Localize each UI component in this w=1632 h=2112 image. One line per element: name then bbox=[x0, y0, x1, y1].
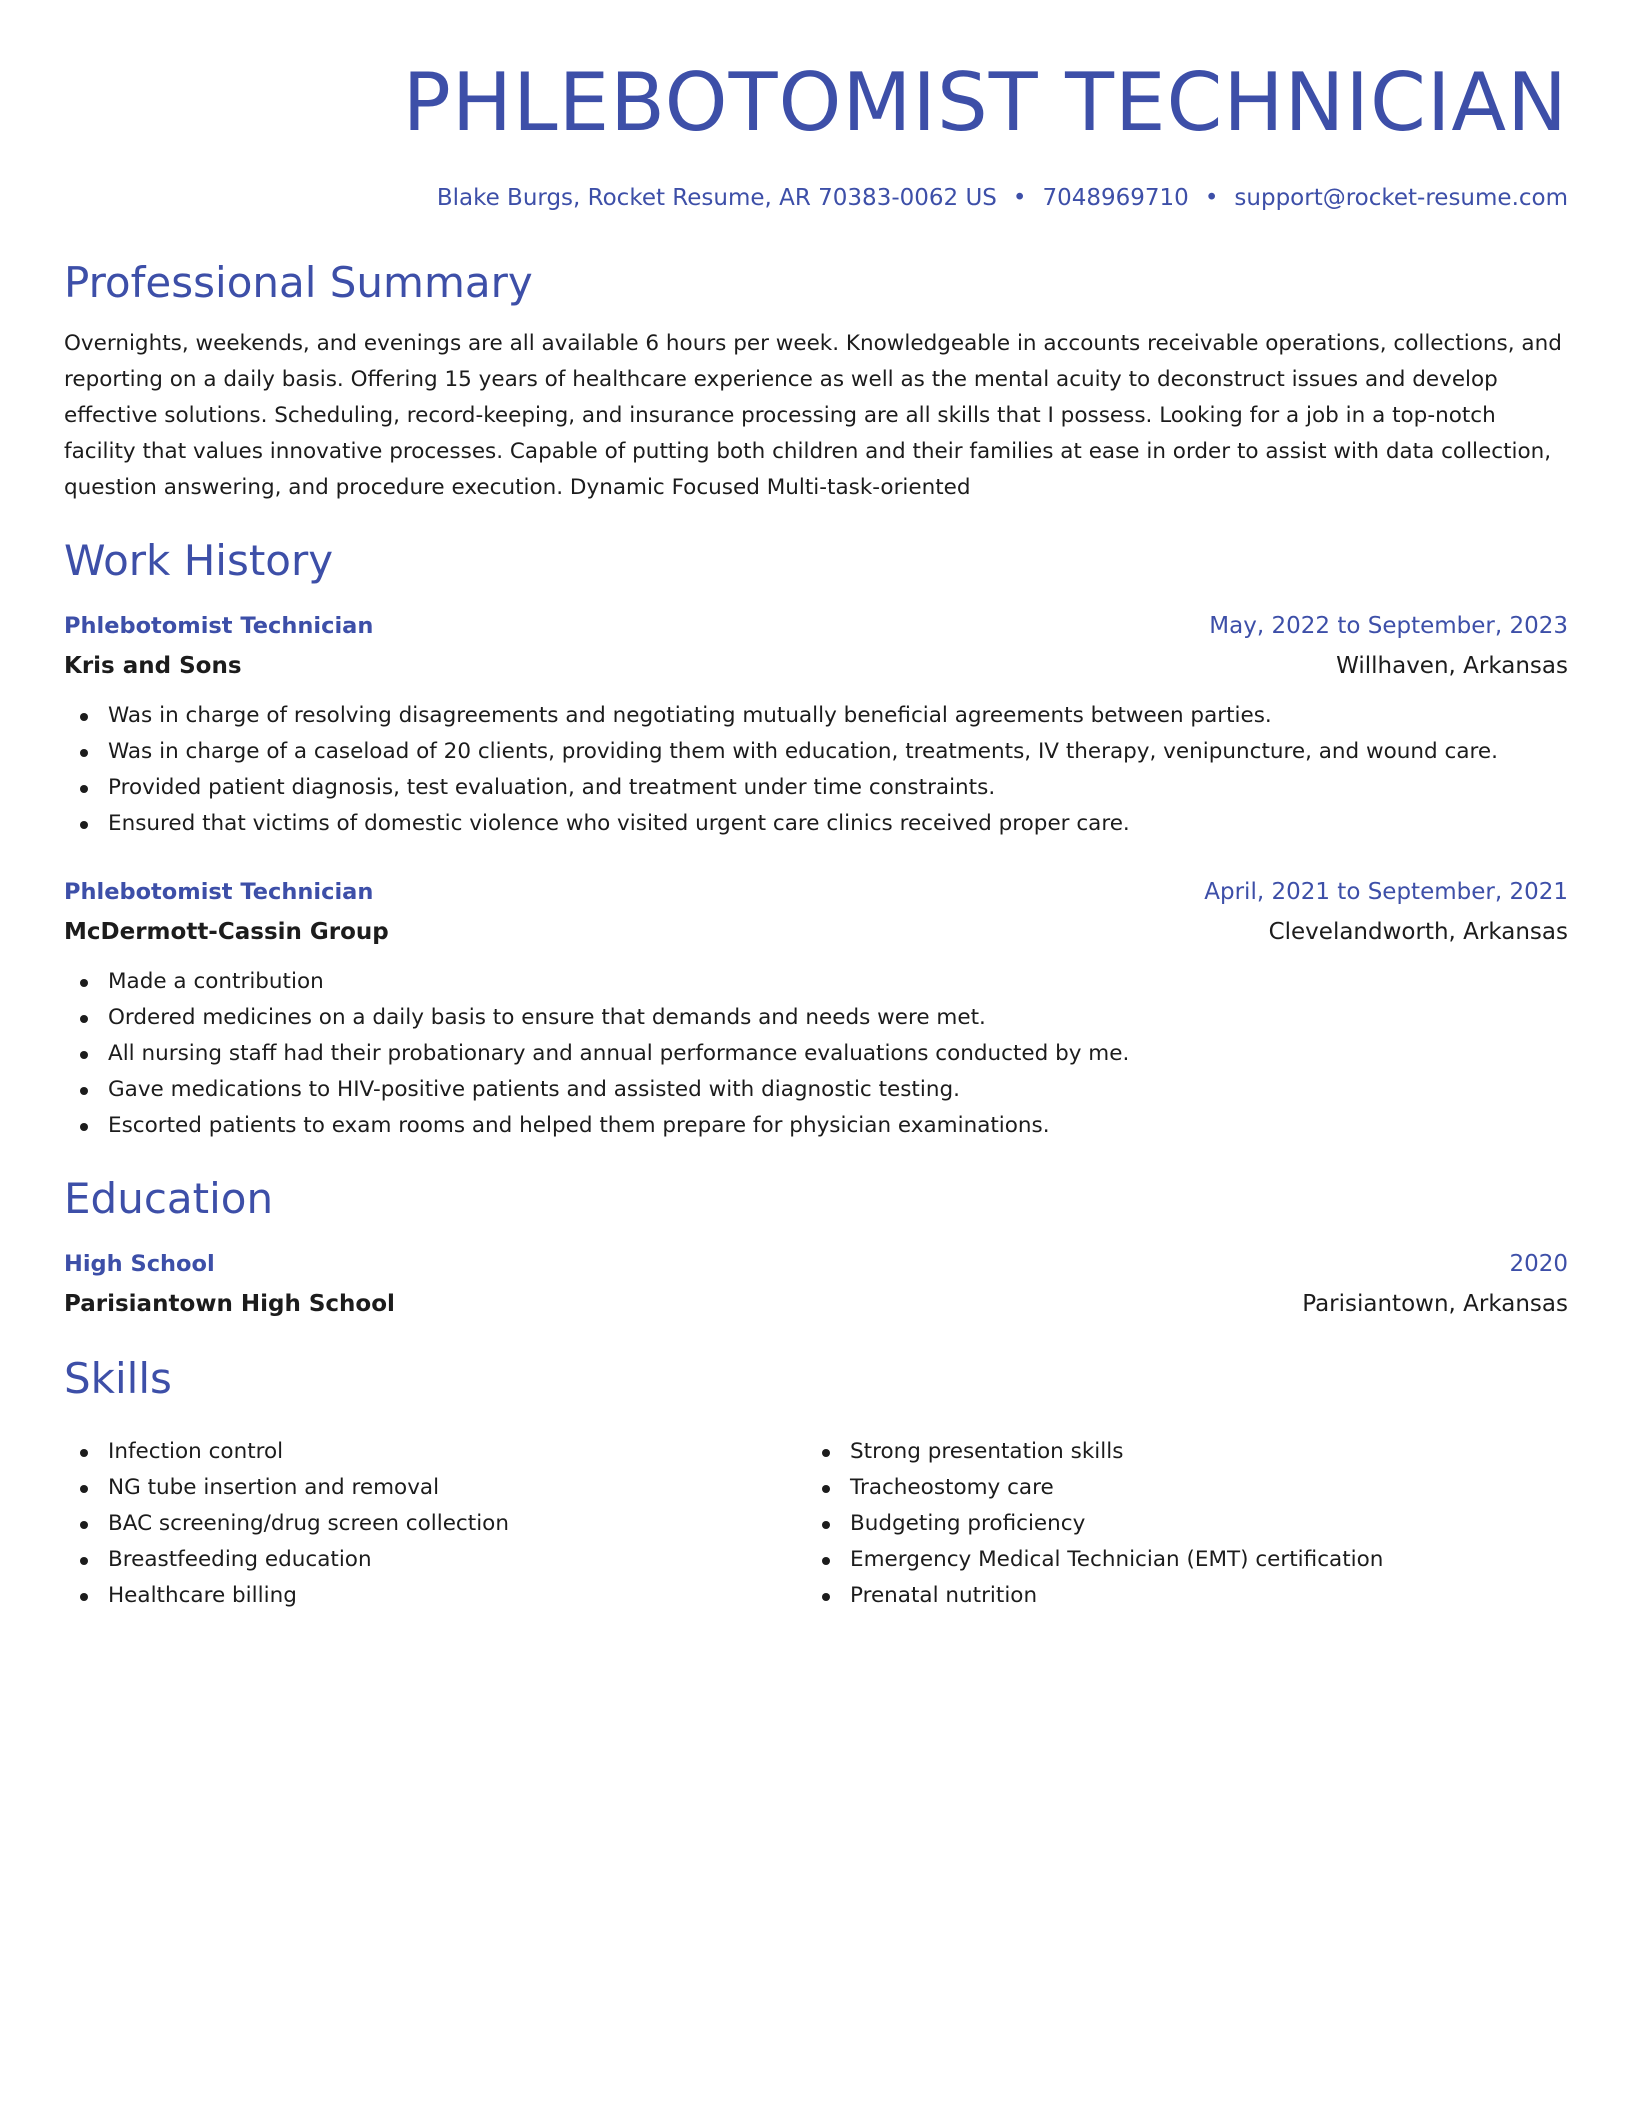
resume-title: PHLEBOTOMIST TECHNICIAN bbox=[402, 56, 1568, 149]
education-school: Parisiantown High School bbox=[64, 1291, 395, 1317]
job-bullet: Escorted patients to exam rooms and helped them prepare for physician examinations. bbox=[64, 1108, 1568, 1144]
job-bullet: Gave medications to HIV-positive patients and assisted with diagnostic testing. bbox=[64, 1072, 1568, 1108]
job-location: Clevelandworth, Arkansas bbox=[1268, 919, 1568, 945]
section-heading-education: Education bbox=[64, 1174, 274, 1223]
education-entry bbox=[64, 1244, 1568, 1324]
job-company: Kris and Sons bbox=[64, 653, 242, 679]
job-bullet: Was in charge of a caseload of 20 clients, providing them with education, treatments, IV therapy, venipuncture, and wound care. bbox=[64, 734, 1568, 770]
summary-text: Overnights, weekends, and evenings are all available 6 hours per week. Knowledgeable in accounts receivable operations, collections, and reporting on a daily basis. Offering 15 years of healthcare experience as well as the mental acuity to deconstruct issues and develop effective solutions. Scheduling, record-keeping, and insurance processing are all skills that I possess. Looking for a job in a top-notch facility that values innovative processes. Capable of putting both children and their families at ease in order to assist with data collection, question answering, and procedure execution. Dynamic Focused Multi-task-oriented bbox=[64, 331, 1562, 500]
job-bullet-list bbox=[64, 964, 1568, 1144]
job-title: Phlebotomist Technician bbox=[64, 613, 374, 639]
job-bullet: Provided patient diagnosis, test evaluation, and treatment under time constraints. bbox=[64, 770, 1568, 806]
section-heading-skills: Skills bbox=[64, 1354, 172, 1403]
education-year: 2020 bbox=[1509, 1251, 1568, 1277]
job-bullet: Was in charge of resolving disagreements and negotiating mutually beneficial agreements between parties. bbox=[64, 698, 1568, 734]
job-entry bbox=[64, 606, 1568, 842]
job-bullet: All nursing staff had their probationary and annual performance evaluations conducted by me. bbox=[64, 1036, 1568, 1072]
job-bullet-list bbox=[64, 698, 1568, 842]
education-location: Parisiantown, Arkansas bbox=[1302, 1291, 1568, 1317]
skill-item: Budgeting proficiency bbox=[806, 1506, 1548, 1542]
skill-item: NG tube insertion and removal bbox=[64, 1470, 806, 1506]
resume-page bbox=[64, 0, 1568, 1614]
skill-item: Healthcare billing bbox=[64, 1578, 806, 1614]
job-dates: May, 2022 to September, 2023 bbox=[1209, 613, 1568, 639]
job-entry bbox=[64, 872, 1568, 1144]
contact-separator: • bbox=[1204, 185, 1219, 211]
section-heading-work-history: Work History bbox=[64, 536, 334, 585]
job-bullet: Ordered medicines on a daily basis to ensure that demands and needs were met. bbox=[64, 1000, 1568, 1036]
contact-address: Blake Burgs, Rocket Resume, AR 70383-0062 US bbox=[436, 185, 997, 211]
skills-column-left bbox=[64, 1434, 806, 1614]
skill-item: Breastfeeding education bbox=[64, 1542, 806, 1578]
section-heading-summary: Professional Summary bbox=[64, 258, 533, 307]
skill-item: BAC screening/drug screen collection bbox=[64, 1506, 806, 1542]
job-company: McDermott-Cassin Group bbox=[64, 919, 389, 945]
job-bullet: Ensured that victims of domestic violence who visited urgent care clinics received proper care. bbox=[64, 806, 1568, 842]
contact-phone: 7048969710 bbox=[1042, 185, 1189, 211]
job-location: Willhaven, Arkansas bbox=[1336, 653, 1568, 679]
skill-item: Strong presentation skills bbox=[806, 1434, 1548, 1470]
contact-email[interactable]: support@rocket-resume.com bbox=[1234, 185, 1568, 211]
skills-grid bbox=[64, 1422, 1568, 1614]
education-degree: High School bbox=[64, 1251, 215, 1277]
skills-column-right bbox=[806, 1434, 1548, 1614]
contact-line bbox=[64, 182, 1568, 214]
contact-separator: • bbox=[1012, 185, 1027, 211]
job-bullet: Made a contribution bbox=[64, 964, 1568, 1000]
job-dates: April, 2021 to September, 2021 bbox=[1204, 879, 1568, 905]
job-title: Phlebotomist Technician bbox=[64, 879, 374, 905]
skill-item: Tracheostomy care bbox=[806, 1470, 1548, 1506]
skill-item: Infection control bbox=[64, 1434, 806, 1470]
skill-item: Prenatal nutrition bbox=[806, 1578, 1548, 1614]
skill-item: Emergency Medical Technician (EMT) certification bbox=[806, 1542, 1548, 1578]
